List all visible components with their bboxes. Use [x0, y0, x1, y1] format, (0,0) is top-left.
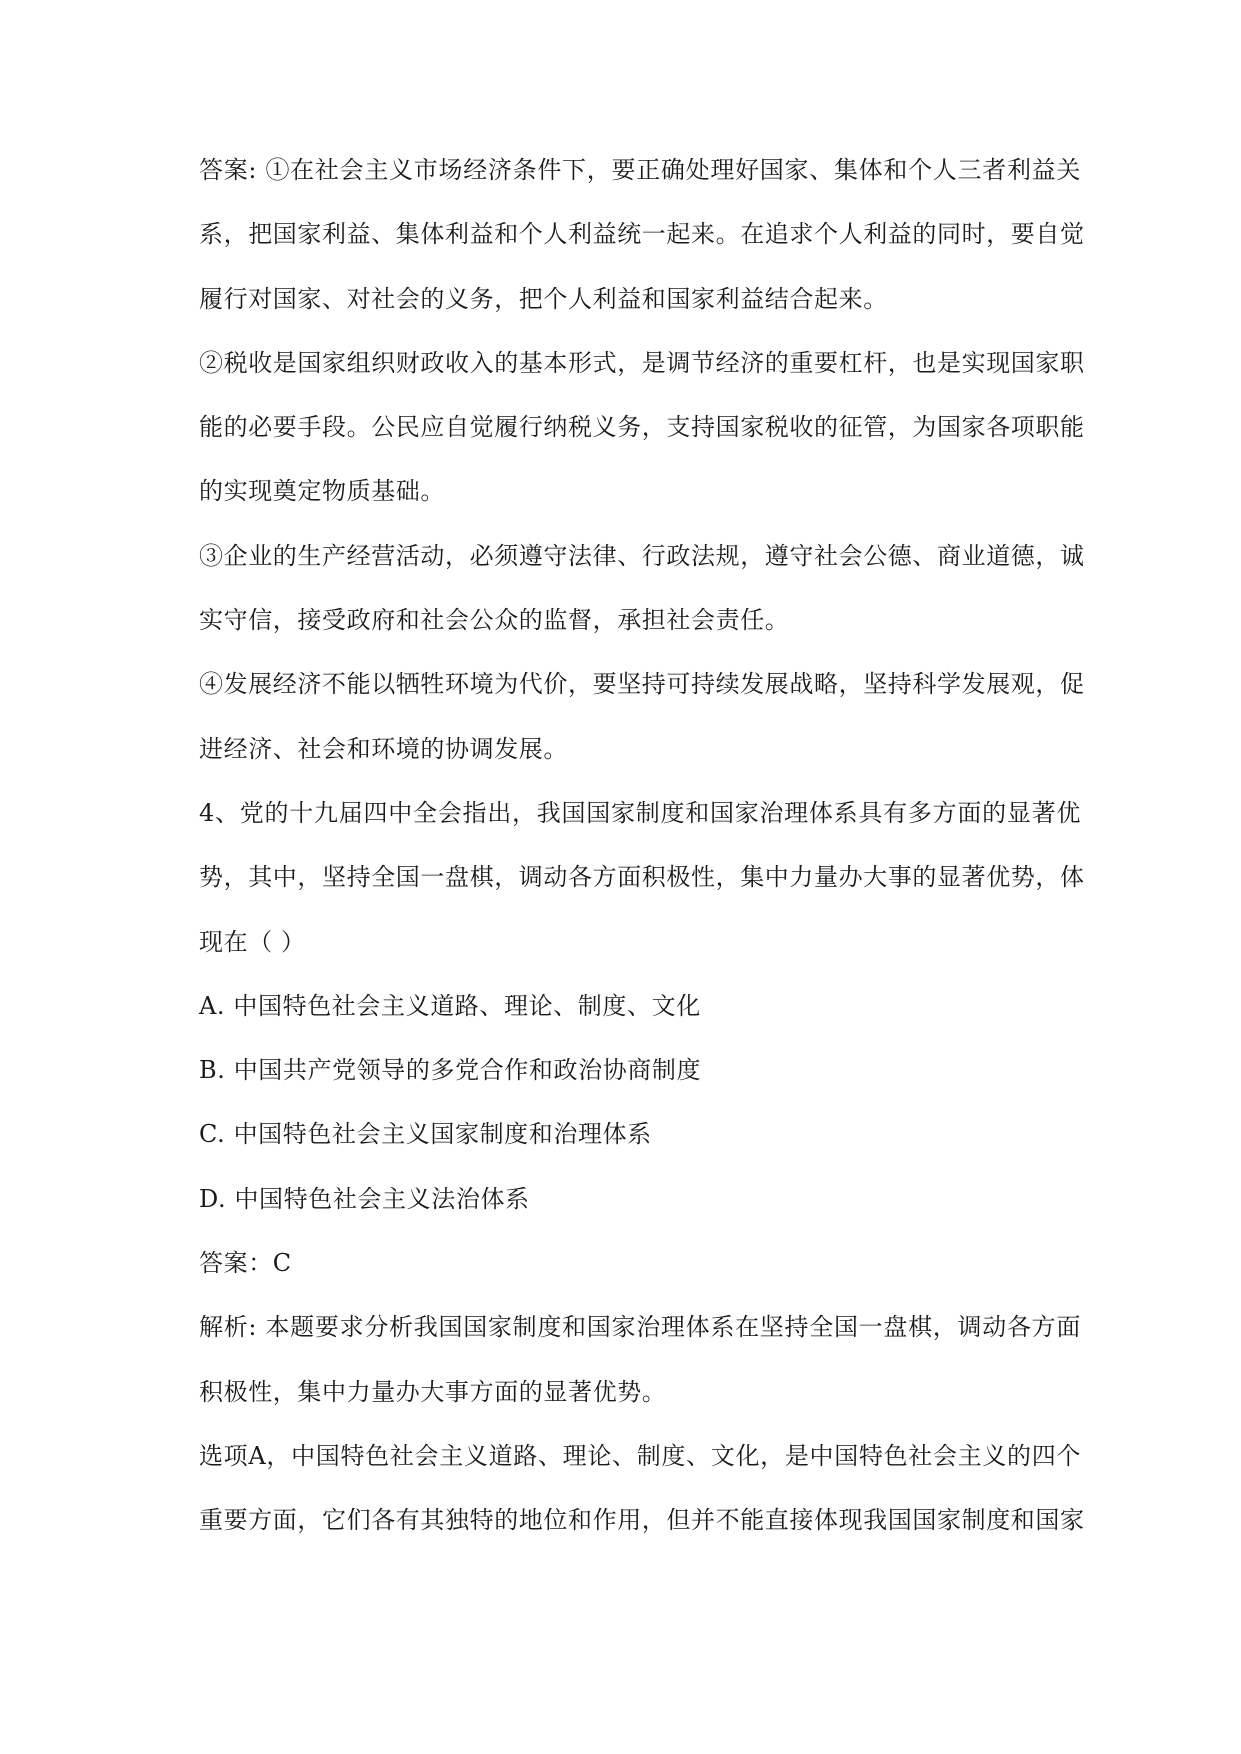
- analysis-line-2: 积极性，集中力量办大事方面的显著优势。: [199, 1377, 667, 1406]
- answer-3-point-3-line-2: 实守信，接受政府和社会公众的监督，承担社会责任。: [199, 606, 790, 635]
- option-c: C. 中国特色社会主义国家制度和治理体系: [199, 1120, 652, 1149]
- question-4-line-1: 4、党的十九届四中全会指出，我国国家制度和国家治理体系具有多方面的显著优: [199, 798, 1081, 827]
- answer-3-point-2-line-2: 能的必要手段。公民应自觉履行纳税义务，支持国家税收的征管，为国家各项职能: [199, 413, 1085, 442]
- document-page: [199, 138, 1085, 1553]
- analysis-line-1: 解析: 本题要求分析我国国家制度和国家治理体系在坚持全国一盘棋，调动各方面: [199, 1313, 1081, 1342]
- answer-3-point-2-line-1: ②税收是国家组织财政收入的基本形式，是调节经济的重要杠杆，也是实现国家职: [199, 348, 1085, 377]
- answer-3-point-1-line-1: 答案: ①在社会主义市场经济条件下，要正确处理好国家、集体和个人三者利益关: [199, 156, 1081, 184]
- option-a-analysis-line-1: 选项A，中国特色社会主义道路、理论、制度、文化，是中国特色社会主义的四个: [199, 1441, 1081, 1470]
- option-b: B. 中国共产党领导的多党合作和政治协商制度: [199, 1056, 702, 1085]
- answer-3-point-1-line-3: 履行对国家、对社会的义务，把个人利益和国家利益结合起来。: [199, 284, 888, 313]
- question-4-line-3: 现在（ ）: [199, 927, 306, 956]
- question-4-line-2: 势，其中，坚持全国一盘棋，调动各方面积极性，集中力量办大事的显著优势，体: [199, 863, 1085, 892]
- option-a: A. 中国特色社会主义道路、理论、制度、文化: [199, 991, 701, 1020]
- answer-4: 答案：C: [199, 1249, 292, 1278]
- option-d: D. 中国特色社会主义法治体系: [199, 1184, 530, 1213]
- answer-3-point-4-line-2: 进经济、社会和环境的协调发展。: [199, 734, 568, 763]
- answer-3-point-3-line-1: ③企业的生产经营活动，必须遵守法律、行政法规，遵守社会公德、商业道德，诚: [199, 541, 1085, 570]
- answer-3-point-4-line-1: ④发展经济不能以牺牲环境为代价，要坚持可持续发展战略，坚持科学发展观，促: [199, 670, 1085, 699]
- option-a-analysis-line-2: 重要方面，它们各有其独特的地位和作用，但并不能直接体现我国国家制度和国家: [199, 1506, 1085, 1535]
- answer-3-point-2-line-3: 的实现奠定物质基础。: [199, 477, 445, 506]
- answer-3-point-1-line-2: 系，把国家利益、集体利益和个人利益统一起来。在追求个人利益的同时，要自觉: [199, 220, 1085, 249]
